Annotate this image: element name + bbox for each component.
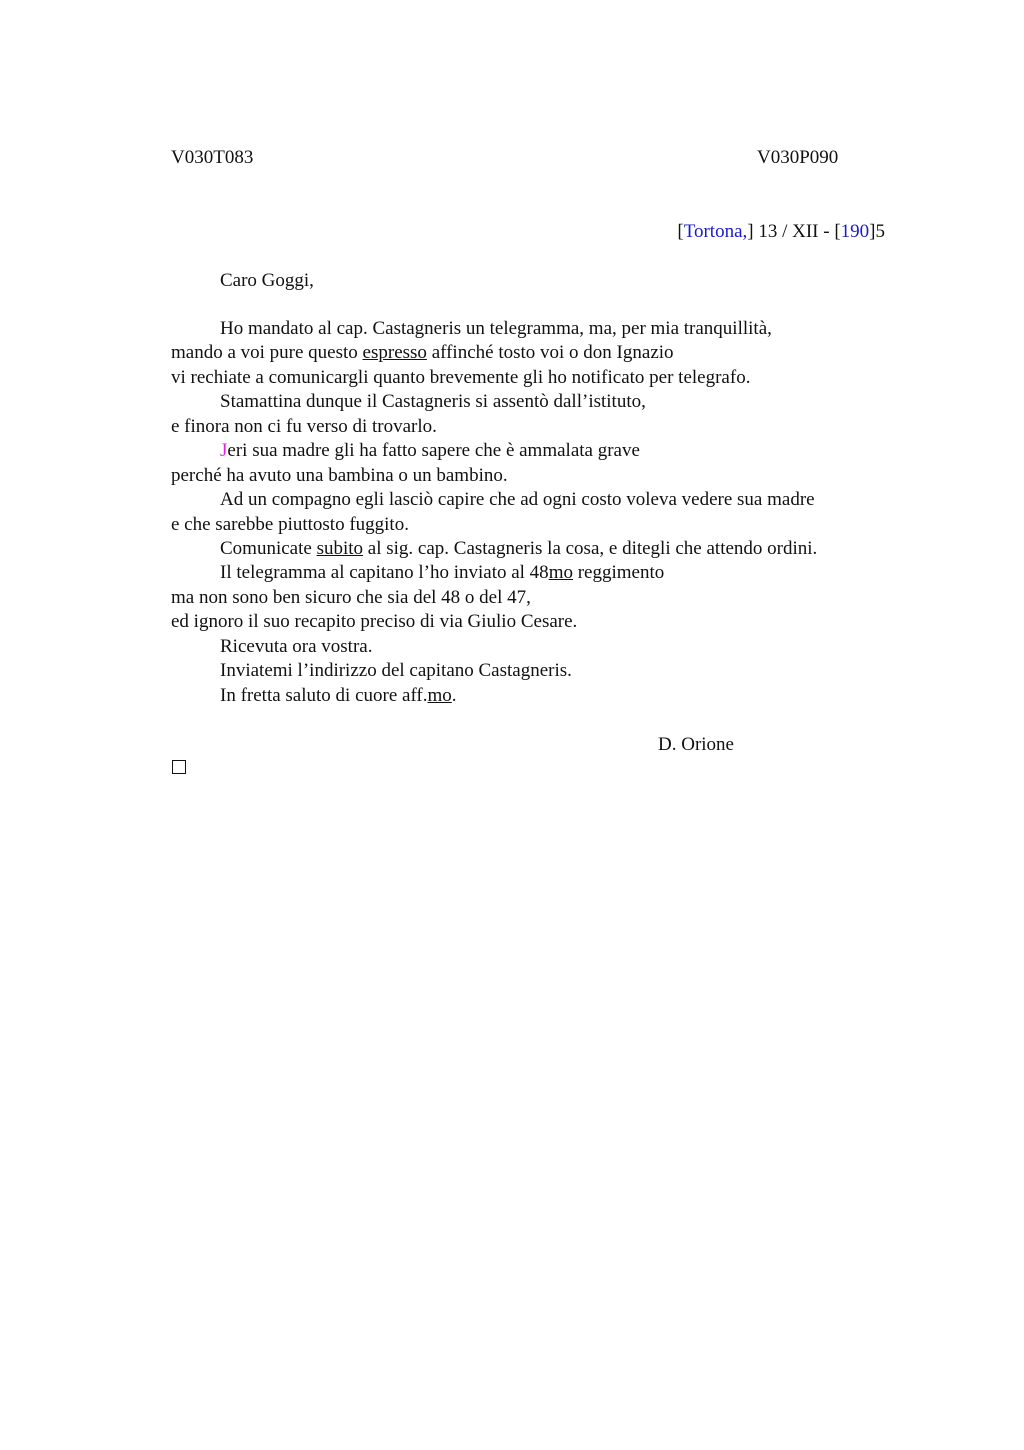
body-line (171, 659, 891, 683)
body-line (171, 684, 891, 708)
body-text: vi rechiate a comunicargli quanto brevemente gli ho notificato per telegrafo. (171, 366, 751, 388)
body-line (171, 317, 891, 341)
body-line (171, 537, 891, 561)
body-text: Stamattina dunque il Castagneris si assentò dall’istituto, (220, 391, 646, 413)
body-text: Inviatemi l’indirizzo del capitano Castagneris. (220, 660, 572, 682)
body-text: In fretta saluto di cuore aff. (220, 684, 428, 706)
body-line (171, 635, 891, 659)
body-text: ed ignoro il suo recapito preciso di via Giulio Cesare. (171, 611, 578, 633)
body-text: perché ha avuto una bambina o un bambino. (171, 464, 508, 486)
body-text: ma non sono ben sicuro che sia del 48 o del 47, (171, 586, 531, 608)
dateline-year-part: 190 (840, 221, 870, 242)
body-text: Il telegramma al capitano l’ho inviato al 48 (220, 562, 549, 584)
dateline-date: ] 13 / XII - [ (747, 221, 841, 242)
underlined-word: mo (427, 684, 452, 706)
body-line (171, 415, 891, 439)
signature: D. Orione (658, 734, 734, 755)
underlined-word: mo (548, 562, 573, 584)
body-line (171, 610, 891, 634)
dateline-year-end: ]5 (869, 221, 885, 242)
dateline-bracket-open: [ (677, 221, 684, 242)
body-text: . (451, 684, 457, 706)
body-text: al sig. cap. Castagneris la cosa, e ditegli che attendo ordini. (363, 537, 818, 559)
body-text: affinché tosto voi o don Ignazio (426, 342, 674, 364)
dateline-place: Tortona, (683, 221, 748, 242)
letter-body (171, 317, 891, 708)
body-text: Ad un compagno egli lasciò capire che ad ogni costo voleva vedere sua madre (220, 489, 815, 511)
end-marker-square-icon (172, 760, 186, 774)
body-line (171, 366, 891, 390)
salutation: Caro Goggi, (220, 270, 314, 291)
body-text: e finora non ci fu verso di trovarlo. (171, 415, 437, 437)
body-text: mando a voi pure questo (171, 342, 363, 364)
body-line (171, 561, 891, 585)
body-line (171, 439, 891, 463)
body-text: Comunicate (220, 537, 317, 559)
body-line (171, 488, 891, 512)
body-text: Ho mandato al cap. Castagneris un telegramma, ma, per mia tranquillità, (220, 318, 772, 339)
body-line (171, 341, 891, 365)
dateline (677, 220, 885, 244)
body-line (171, 586, 891, 610)
body-line (171, 390, 891, 414)
body-text: e che sarebbe piuttosto fuggito. (171, 513, 409, 535)
document-code-left: V030T083 (171, 147, 254, 168)
underlined-word: subito (316, 537, 364, 559)
underlined-word: espresso (362, 342, 427, 364)
body-line (171, 464, 891, 488)
body-text: eri sua madre gli ha fatto sapere che è ammalata grave (227, 440, 640, 462)
body-text: reggimento (572, 562, 665, 584)
highlighted-letter: J (220, 440, 228, 462)
body-line (171, 513, 891, 537)
document-code-right: V030P090 (757, 147, 839, 168)
body-text: Ricevuta ora vostra. (220, 635, 373, 657)
